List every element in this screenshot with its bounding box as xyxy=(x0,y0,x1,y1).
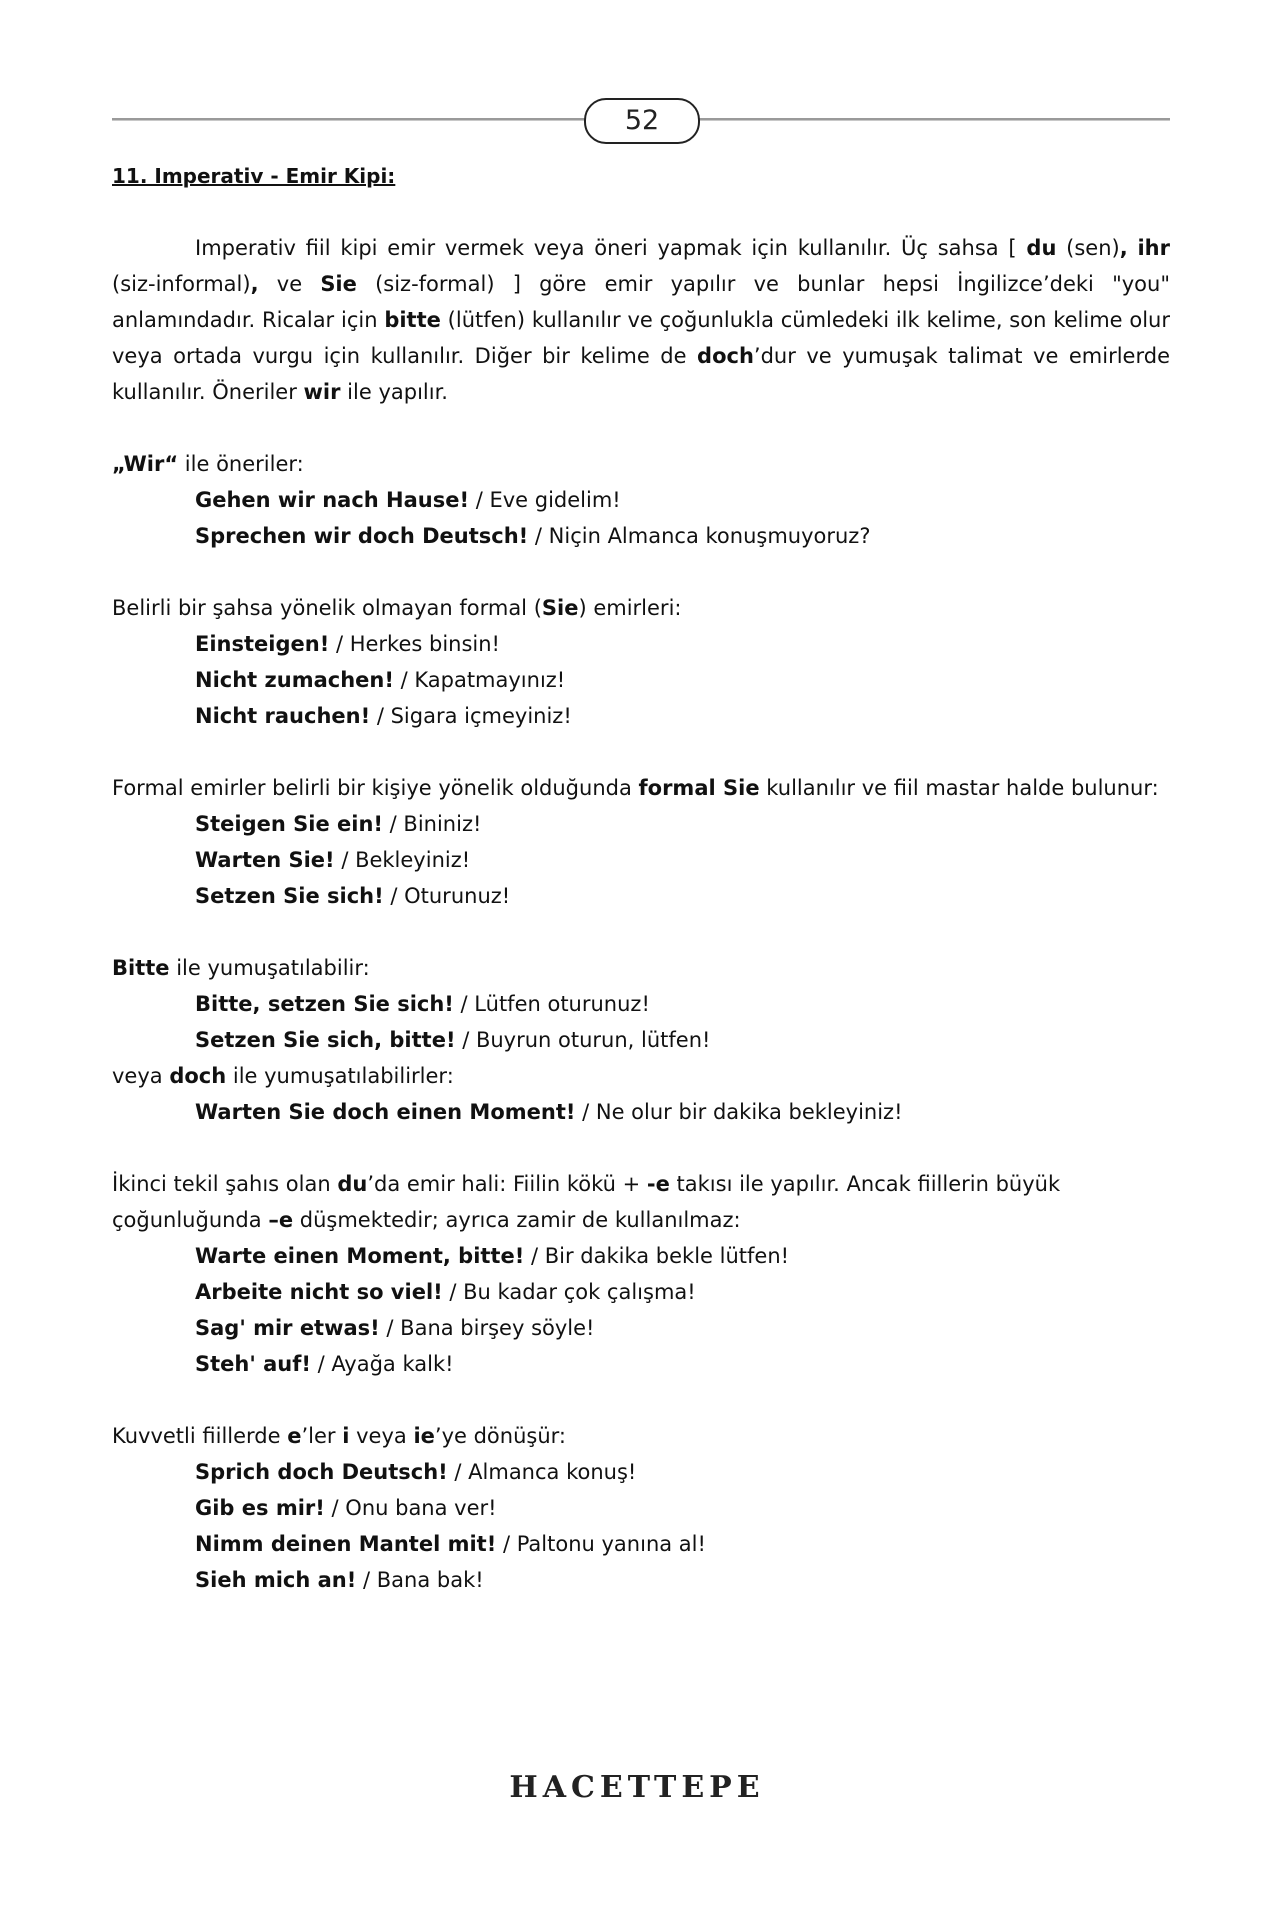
text-run: (siz-formal) ] göre emir yapılır ve bunlar hepsi İngilizce’deki "you" anlamındadır. Ricalar için xyxy=(112,272,1170,332)
section-intro xyxy=(112,1202,1170,1238)
section-title: 11. Imperativ - Emir Kipi: xyxy=(112,164,396,188)
section-intro xyxy=(112,770,1170,806)
example-line xyxy=(195,1454,1170,1490)
bold-text: Einsteigen! xyxy=(195,632,330,656)
bold-text: Warte einen Moment, bitte! xyxy=(195,1244,525,1268)
text-run: takısı ile yapılır. Ancak fiillerin büyük xyxy=(669,1172,1061,1196)
text-run: / Bekleyiniz! xyxy=(334,848,471,872)
text-run: çoğunluğunda xyxy=(112,1208,269,1232)
text-run: veya xyxy=(112,1064,170,1088)
bold-text: Bitte xyxy=(112,956,170,980)
bold-text: Sag' mir etwas! xyxy=(195,1316,380,1340)
example-line xyxy=(195,878,1170,914)
bold-text: doch xyxy=(697,344,754,368)
bold-text: Bitte, setzen Sie sich! xyxy=(195,992,454,1016)
text-run: / Onu bana ver! xyxy=(324,1496,497,1520)
bold-text: wir xyxy=(303,380,341,404)
text-run: ’ler xyxy=(301,1424,343,1448)
text-run: ’da emir hali: Fiilin kökü + xyxy=(367,1172,647,1196)
publisher-footer: HACETTEPE xyxy=(509,1770,765,1805)
text-run: / Almanca konuş! xyxy=(447,1460,637,1484)
section-intro xyxy=(112,950,1170,986)
intro-paragraph xyxy=(112,230,1170,410)
text-run: / Bu kadar çok çalışma! xyxy=(442,1280,696,1304)
bold-text: Nicht rauchen! xyxy=(195,704,371,728)
bold-text: Steigen Sie ein! xyxy=(195,812,383,836)
text-run: ile yapılır. xyxy=(340,380,448,404)
example-section xyxy=(112,446,1170,554)
bold-text: -e xyxy=(646,1172,670,1196)
section-intro xyxy=(112,1418,1170,1454)
text-run: ile öneriler: xyxy=(178,452,304,476)
example-line xyxy=(195,1562,1170,1598)
text-run: / Lütfen oturunuz! xyxy=(453,992,650,1016)
text-run: / Ayağa kalk! xyxy=(310,1352,454,1376)
example-section xyxy=(112,590,1170,734)
section-intro xyxy=(112,1058,1170,1094)
page-number: 52 xyxy=(584,98,700,144)
bold-text: Gib es mir! xyxy=(195,1496,325,1520)
bold-text: Sprich doch Deutsch! xyxy=(195,1460,448,1484)
text-run: Imperativ fiil kipi emir vermek veya öneri yapmak için kullanılır. Üç sahsa [ xyxy=(195,236,1027,260)
text-run: kullanılır ve fiil mastar halde bulunur: xyxy=(759,776,1159,800)
section-intro xyxy=(112,1166,1170,1202)
example-line xyxy=(195,662,1170,698)
bold-text: Sie xyxy=(320,272,357,296)
example-line xyxy=(195,842,1170,878)
text-run: / Paltonu yanına al! xyxy=(496,1532,706,1556)
text-run: / Herkes binsin! xyxy=(329,632,500,656)
example-line xyxy=(195,1094,1170,1130)
example-line xyxy=(195,986,1170,1022)
example-section xyxy=(112,770,1170,914)
example-section xyxy=(112,950,1170,1130)
example-line xyxy=(195,1346,1170,1382)
text-run: ile yumuşatılabilirler: xyxy=(226,1064,454,1088)
text-run: (sen) xyxy=(1056,236,1120,260)
bold-text: Steh' auf! xyxy=(195,1352,311,1376)
text-run: / Niçin Almanca konuşmuyoruz? xyxy=(528,524,871,548)
text-run: / Eve gidelim! xyxy=(469,488,621,512)
page-content xyxy=(112,158,1170,1598)
example-line xyxy=(195,518,1170,554)
bold-text: Sprechen wir doch Deutsch! xyxy=(195,524,529,548)
example-line xyxy=(195,1238,1170,1274)
example-line xyxy=(195,482,1170,518)
example-section xyxy=(112,1418,1170,1598)
bold-text: formal Sie xyxy=(638,776,760,800)
text-run: ) emirleri: xyxy=(578,596,682,620)
text-run: / Bir dakika bekle lütfen! xyxy=(524,1244,790,1268)
bold-text: –e xyxy=(268,1208,294,1232)
example-line xyxy=(195,1022,1170,1058)
text-run: Belirli bir şahsa yönelik olmayan formal ( xyxy=(112,596,542,620)
text-run: Formal emirler belirli bir kişiye yönelik olduğunda xyxy=(112,776,639,800)
text-run: / Sigara içmeyiniz! xyxy=(370,704,572,728)
text-run: ve xyxy=(258,272,321,296)
bold-text: i xyxy=(342,1424,350,1448)
text-run: (siz-informal) xyxy=(112,272,251,296)
example-line xyxy=(195,626,1170,662)
text-run: (lütfen) kullanılır ve çoğunlukla cümledeki ilk kelime, son kelime olur veya ortada vurgu için kullanılır. Diğer bir kelime de xyxy=(112,308,1170,368)
bold-text: du xyxy=(1026,236,1057,260)
text-run: / Bana birşey söyle! xyxy=(379,1316,595,1340)
bold-text: Warten Sie doch einen Moment! xyxy=(195,1100,576,1124)
bold-text: Sieh mich an! xyxy=(195,1568,357,1592)
text-run: ile yumuşatılabilir: xyxy=(169,956,370,980)
bold-text: Setzen Sie sich, bitte! xyxy=(195,1028,456,1052)
bold-text: du xyxy=(337,1172,368,1196)
example-sections xyxy=(112,446,1170,1598)
text-run: / Kapatmayınız! xyxy=(393,668,566,692)
example-section xyxy=(112,1166,1170,1382)
text-run: düşmektedir; ayrıca zamir de kullanılmaz: xyxy=(293,1208,741,1232)
bold-text: doch xyxy=(169,1064,227,1088)
example-line xyxy=(195,1310,1170,1346)
bold-text: bitte xyxy=(384,308,441,332)
text-run: / Buyrun oturun, lütfen! xyxy=(455,1028,711,1052)
text-run: veya xyxy=(349,1424,414,1448)
example-line xyxy=(195,1274,1170,1310)
example-line xyxy=(195,698,1170,734)
bold-text: Setzen Sie sich! xyxy=(195,884,384,908)
bold-text: Gehen wir nach Hause! xyxy=(195,488,470,512)
example-line xyxy=(195,1526,1170,1562)
example-line xyxy=(195,1490,1170,1526)
text-run: ’ye dönüşür: xyxy=(434,1424,566,1448)
bold-text: Nicht zumachen! xyxy=(195,668,394,692)
bold-text: e xyxy=(287,1424,302,1448)
bold-text: ie xyxy=(413,1424,435,1448)
text-run: / Ne olur bir dakika bekleyiniz! xyxy=(575,1100,903,1124)
section-intro xyxy=(112,590,1170,626)
text-run: Kuvvetli fiillerde xyxy=(112,1424,288,1448)
bold-text: , xyxy=(250,272,259,296)
bold-text: Nimm deinen Mantel mit! xyxy=(195,1532,497,1556)
example-line xyxy=(195,806,1170,842)
text-run: ’dur ve yumuşak talimat ve emirlerde kullanılır. Öneriler xyxy=(112,344,1170,404)
text-run: / Oturunuz! xyxy=(383,884,511,908)
bold-text: Sie xyxy=(541,596,579,620)
bold-text: „Wir“ xyxy=(112,452,179,476)
text-run: / Bana bak! xyxy=(356,1568,484,1592)
text-run: / Bininiz! xyxy=(383,812,482,836)
bold-text: Warten Sie! xyxy=(195,848,335,872)
bold-text: , xyxy=(1119,236,1128,260)
bold-text: Arbeite nicht so viel! xyxy=(195,1280,443,1304)
text-run: İkinci tekil şahıs olan xyxy=(112,1172,338,1196)
section-intro xyxy=(112,446,1170,482)
page-header xyxy=(112,96,1170,146)
bold-text: ihr xyxy=(1137,236,1170,260)
